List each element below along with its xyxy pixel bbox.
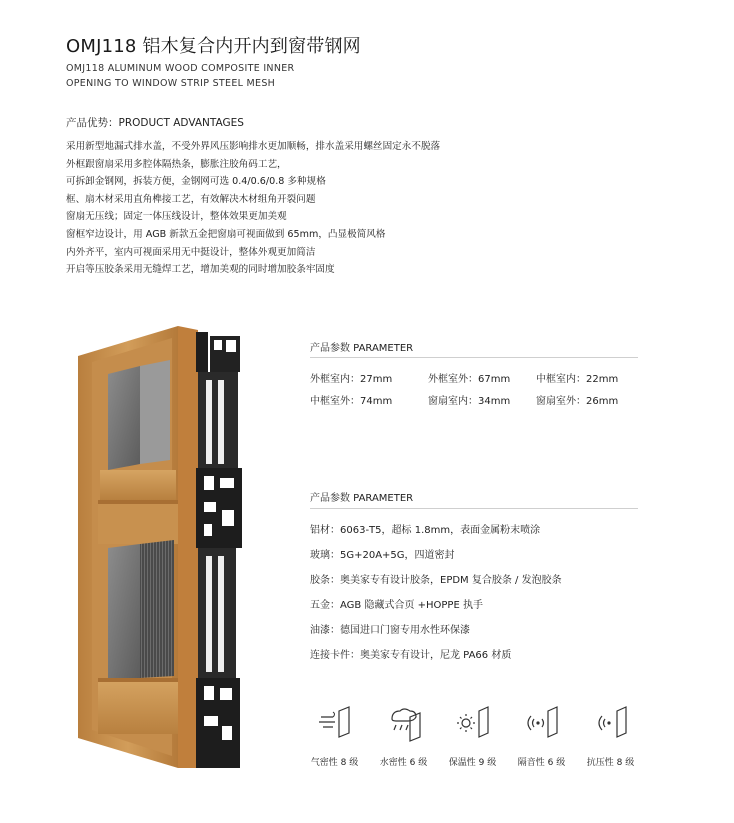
performance-item — [438, 703, 507, 768]
page-subtitle — [66, 61, 294, 91]
spec-item: 铝材：6063-T5，超标 1.8mm，表面金属粉末喷涂 — [310, 525, 541, 536]
spec-item: 胶条：奥美家专有设计胶条，EPDM 复合胶条 / 发泡胶条 — [310, 575, 562, 586]
spec-item: 五金：AGB 隐藏式合页 +HOPPE 执手 — [310, 600, 483, 611]
dimension-value: 窗扇室外：26mm — [536, 396, 619, 407]
subtitle-line: OPENING TO WINDOW STRIP STEEL MESH — [66, 78, 276, 89]
advantage-item: 窗框窄边设计，用 AGB 新款五金把窗扇可视面做到 65mm，凸显极简风格 — [66, 228, 386, 240]
dimension-value: 外框室外：67mm — [428, 374, 511, 385]
spec-item: 连接卡件：奥美家专有设计，尼龙 PA66 材质 — [310, 650, 512, 661]
sound-icon — [522, 703, 562, 743]
subtitle-line: OMJ118 ALUMINUM WOOD COMPOSITE INNER — [66, 63, 295, 74]
divider — [310, 508, 638, 509]
performance-item — [369, 703, 438, 768]
window-section-image — [78, 326, 246, 768]
parameter-heading: 产品参数 PARAMETER — [310, 343, 414, 354]
advantage-item: 外框跟窗扇采用多腔体隔热条，膨胀注胶角码工艺， — [66, 158, 287, 170]
advantage-item: 框、扇木材采用直角榫接工艺，有效解决木材组角开裂问题 — [66, 193, 316, 205]
dimension-value: 外框室内：27mm — [310, 374, 393, 385]
advantages-heading: 产品优势：PRODUCT ADVANTAGES — [66, 117, 244, 129]
wind-icon — [315, 703, 355, 743]
rain-icon — [384, 703, 424, 743]
performance-label: 保温性 9 级 — [448, 758, 497, 768]
page-title: OMJ118 铝木复合内开内到窗带钢网 — [66, 36, 361, 57]
divider — [310, 357, 638, 358]
advantage-item: 窗扇无压线；固定一体压线设计，整体效果更加美观 — [66, 211, 287, 223]
advantage-item: 可拆卸金钢网，拆装方便，金钢网可选 0.4/0.6/0.8 多种规格 — [66, 176, 326, 188]
performance-label: 隔音性 6 级 — [517, 758, 566, 768]
performance-item — [576, 703, 645, 768]
performance-label: 抗压性 8 级 — [586, 758, 635, 768]
dimension-value: 中框室外：74mm — [310, 396, 393, 407]
performance-label: 水密性 6 级 — [379, 758, 428, 768]
pressure-icon — [591, 703, 631, 743]
spec-item: 玻璃：5G+20A+5G，四道密封 — [310, 550, 455, 561]
sun-icon — [453, 703, 493, 743]
spec-item: 油漆：德国进口门窗专用水性环保漆 — [310, 625, 470, 636]
performance-label: 气密性 8 级 — [310, 758, 359, 768]
advantage-item: 采用新型地漏式排水盖，不受外界风压影响排水更加顺畅，排水盖采用螺丝固定永不脱落 — [66, 141, 441, 152]
advantage-item: 内外齐平，室内可视面采用无中挺设计，整体外观更加简洁 — [66, 246, 316, 258]
performance-item — [507, 703, 576, 768]
advantages-list — [66, 138, 440, 279]
performance-icons — [300, 703, 645, 773]
dimension-value: 中框室内：22mm — [536, 374, 619, 385]
performance-item — [300, 703, 369, 768]
parameter-heading: 产品参数 PARAMETER — [310, 493, 414, 504]
dimension-value: 窗扇室内：34mm — [428, 396, 511, 407]
advantage-item: 开启等压胶条采用无缝焊工艺，增加美观的同时增加胶条牢固度 — [66, 264, 335, 276]
